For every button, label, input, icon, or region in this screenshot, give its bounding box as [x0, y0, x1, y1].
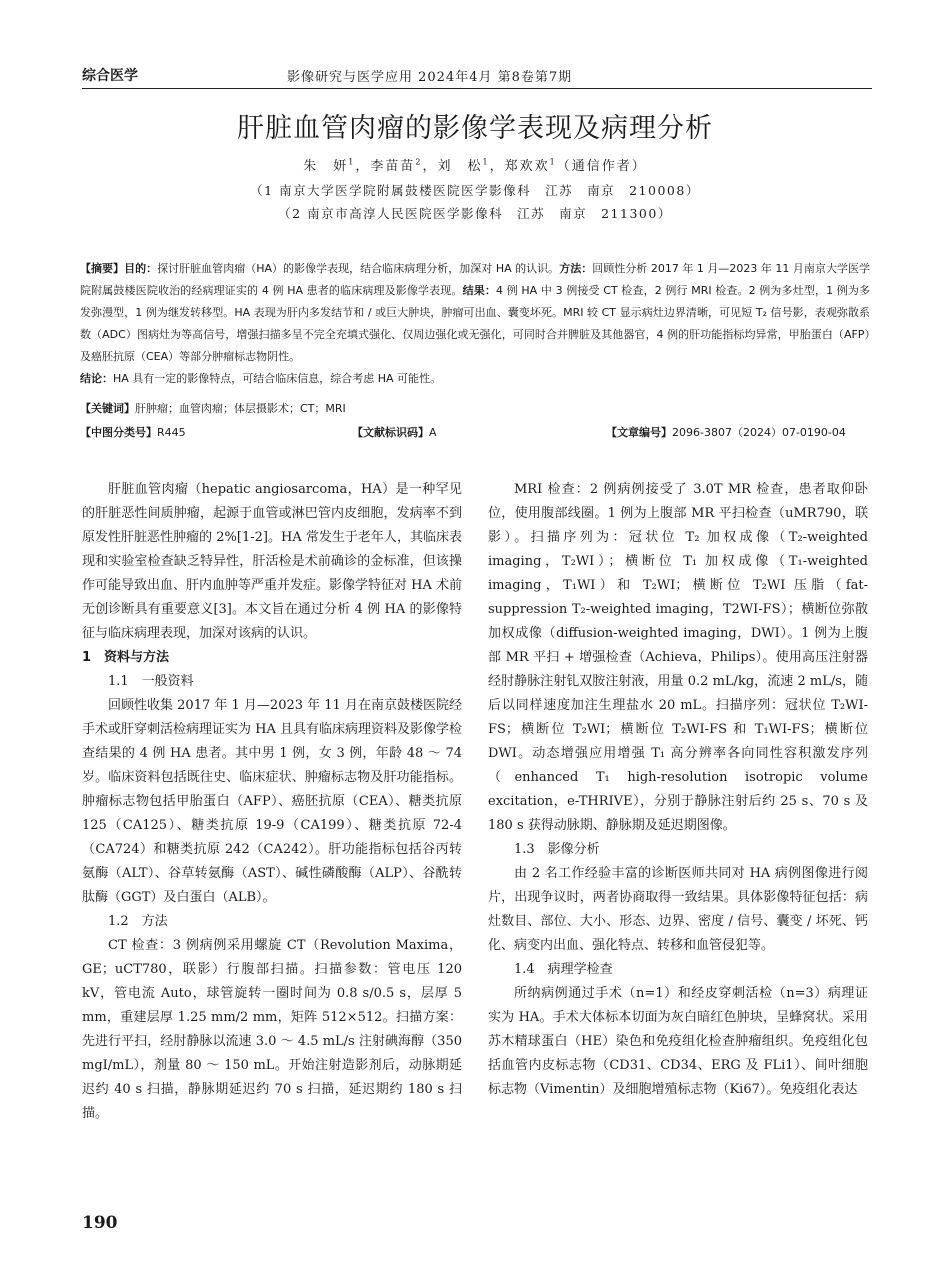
- method-label: 方法：: [559, 262, 593, 275]
- ct-method-paragraph: CT 检查：3 例病例采用螺旋 CT（Revolution Maxima，GE；uCT780，联影）行腹部扫描。扫描参数：管电压 120 kV，管电流 Auto，球管旋转一圈时间为 0.8 s/0.5 s，层厚 5 mm，重建层厚 1.25 mm/2 mm，矩阵 512×512。扫描方案：先进行平扫，经肘静脉以流速 3.0 ～ 4.5 mL/s 注射碘海醇（350 mgI/mL），剂量 80 ～ 150 mL。开始注射造影剂后，动脉期延迟约 40 s 扫描，静脉期延迟约 70 s 扫描，延迟期约 180 s 扫描。: [82, 938, 462, 1121]
- clc-value: R445: [157, 426, 186, 439]
- mri-method-paragraph: MRI 检查：2 例病例接受了 3.0T MR 检查，患者取仰卧位，使用腹部线圈。1 例为上腹部 MR 平扫检查（uMR790，联影）。扫描序列为：冠状位 T₂ 加权成像（T₂-weighted imaging，T₂WI）；横断位 T₁ 加权成像（T₁-weighted imaging，T₁WI）和 T₂WI；横断位 T₂WI 压脂（fat-suppression T₂-weighted imaging，T2WI-FS）；横断位弥散加权成像（diffusion-weighted imaging，DWI）。1 例为上腹部 MR 平扫 + 增强检查（Achieva，Philips）。使用高压注射器经肘静脉注射钆双胺注射液，用量 0.2 mL/kg，流速 2 mL/s，随后以同样速度加注生理盐水 20 mL。扫描序列：冠状位 T₂WI-FS；横断位 T₂WI；横断位 T₂WI-FS 和 T₁WI-FS；横断位 DWI。动态增强应用增强 T₁ 高分辨率各向同性容积激发序列（enhanced T₁ high-resolution isotropic volume excitation，e-THRIVE），分别于静脉注射后约 25 s、70 s 及 180 s 获得动脉期、静脉期及延迟期图像。: [488, 482, 868, 833]
- conclusion-label: 结论：: [80, 372, 113, 385]
- subsection-heading: 1.4 病理学检查: [514, 962, 613, 977]
- abstract: [80, 258, 870, 390]
- clc-number: [80, 424, 186, 440]
- objective-label: 目的：: [124, 262, 158, 275]
- article-number: [606, 424, 846, 440]
- conclusion-text: HA 具有一定的影像特点，可结合临床信息，综合考虑 HA 可能性。: [113, 372, 442, 385]
- doc-value: A: [429, 426, 437, 439]
- section-heading: 1 资料与方法: [82, 650, 170, 665]
- subsection-heading: 1.3 影像分析: [514, 842, 600, 857]
- affiliation-2: （2 南京市高淳人民医院医学影像科 江苏 南京 211300）: [278, 206, 672, 221]
- abstract-label: 【摘要】: [80, 262, 125, 275]
- doc-label: 【文献标识码】: [352, 426, 429, 439]
- author-name: ，郑欢欢: [489, 159, 550, 174]
- result-label: 结果：: [462, 284, 496, 297]
- keywords-label: 【关键词】: [80, 402, 135, 415]
- author-name: ，刘 松: [422, 159, 483, 174]
- general-data-paragraph: 回顾性收集 2017 年 1 月—2023 年 11 月在南京鼓楼医院经手术或肝穿刺活检病理证实为 HA 且具有临床病理资料及影像学检查结果的 4 例 HA 患者。其中男 1 例，女 3 例，年龄 48 ～ 74 岁。临床资料包括既往史、临床症状、肿瘤标志物及肝功能指标。肿瘤标志物包括甲胎蛋白（AFP）、癌胚抗原（CEA）、糖类抗原 125（CA125）、糖类抗原 19-9（CA199）、糖类抗原 72-4（CA724）和糖类抗原 242（CA242）。肝功能指标包括谷丙转氨酶（ALT）、谷草转氨酶（AST）、碱性磷酸酶（ALP）、谷酰转肽酶（GGT）及白蛋白（ALB）。: [82, 698, 462, 905]
- affiliation-1: （1 南京大学医学院附属鼓楼医院医学影像科 江苏 南京 210008）: [250, 183, 700, 198]
- article-number-value: 2096-3807（2024）07-0190-04: [672, 426, 846, 439]
- objective-text: 探讨肝脏血管肉瘤（HA）的影像学表现，结合临床病理分析，加深对 HA 的认识。: [157, 262, 560, 275]
- intro-paragraph: 肝脏血管肉瘤（hepatic angiosarcoma，HA）是一种罕见的肝脏恶性间质肿瘤，起源于血管或淋巴管内皮细胞，发病率不到原发性肝脏恶性肿瘤的 2%[1-2]。HA 常发生于老年人，其临床表现和实验室检查缺乏特异性，肝活检是术前确诊的金标准，但该操作可能导致出血、肝内血肿等严重并发症。影像学特征对 HA 术前无创诊断具有重要意义[3]。本文旨在通过分析 4 例 HA 的影像特征与临床病理表现，加深对该病的认识。: [82, 482, 462, 641]
- result-text: 4 例 HA 中 3 例接受 CT 检查，2 例行 MRI 检查。2 例为多灶型，1 例为多发弥漫型，1 例为继发转移型。HA 表现为肝内多发结节和 / 或巨大肿块，肿瘤可出血、囊变坏死。MRI 较 CT 显示病灶边界清晰，可见短 T₂ 信号影，表观弥散系数（ADC）图病灶为等高信号，增强扫描多呈不完全充填式强化、仅周边强化或无强化，可同时合并脾脏及其他器官，4 例的肝功能指标均异常，甲胎蛋白（AFP）及癌胚抗原（CEA）等部分肿瘤标志物阴性。: [80, 284, 871, 363]
- author-affiliation-mark: 1: [348, 157, 356, 167]
- author-affiliation-mark: 1: [482, 157, 490, 167]
- author-list: [0, 155, 950, 174]
- subsection-heading: 1.1 一般资料: [108, 674, 194, 689]
- left-column: [82, 478, 462, 1126]
- image-analysis-paragraph: 由 2 名工作经验丰富的诊断医师共同对 HA 病例图像进行阅片，出现争议时，两者协商取得一致结果。具体影像特征包括：病灶数目、部位、大小、形态、边界、密度 / 信号、囊变 / 坏死、钙化、病变内出血、强化特点、转移和血管侵犯等。: [488, 866, 868, 953]
- pathology-paragraph: 所纳病例通过手术（n=1）和经皮穿刺活检（n=3）病理证实为 HA。手术大体标本切面为灰白暗红色肿块，呈蜂窝状。采用苏木精球蛋白（HE）染色和免疫组化检查肿瘤组织。免疫组化包括血管内皮标志物（CD31、CD34、ERG 及 FLi1）、间叶细胞标志物（Vimentin）及细胞增殖标志物（Ki67）。免疫组化表达: [488, 986, 868, 1097]
- running-header: [82, 62, 872, 89]
- author-name: ，李苗苗: [355, 159, 416, 174]
- page-number: 190: [82, 1213, 118, 1233]
- section-label: 综合医学: [82, 68, 138, 84]
- subsection-heading: 1.2 方法: [108, 914, 168, 929]
- author-affiliation-mark: 1: [549, 157, 557, 167]
- journal-info: 影像研究与医学应用 2024年4月 第8卷第7期: [287, 70, 573, 85]
- document-code: [352, 424, 437, 440]
- author-affiliation-mark: 2: [415, 157, 423, 167]
- author-name: 朱 妍: [303, 159, 349, 174]
- keywords-text: 肝肿瘤；血管肉瘤；体层摄影术；CT；MRI: [135, 402, 346, 415]
- right-column: [488, 478, 868, 1102]
- article-number-label: 【文章编号】: [606, 426, 672, 439]
- clc-label: 【中图分类号】: [80, 426, 157, 439]
- method-text: 回顾性分析 2017 年 1 月—2023 年 11 月南京大学医学院附属鼓楼医院收治的经病理证实的 4 例 HA 患者的临床病理及影像学表现。: [80, 262, 871, 297]
- article-title: 肝脏血管肉瘤的影像学表现及病理分析: [237, 113, 713, 144]
- keywords: [80, 400, 346, 416]
- corresponding-note: （通信作者）: [556, 159, 647, 174]
